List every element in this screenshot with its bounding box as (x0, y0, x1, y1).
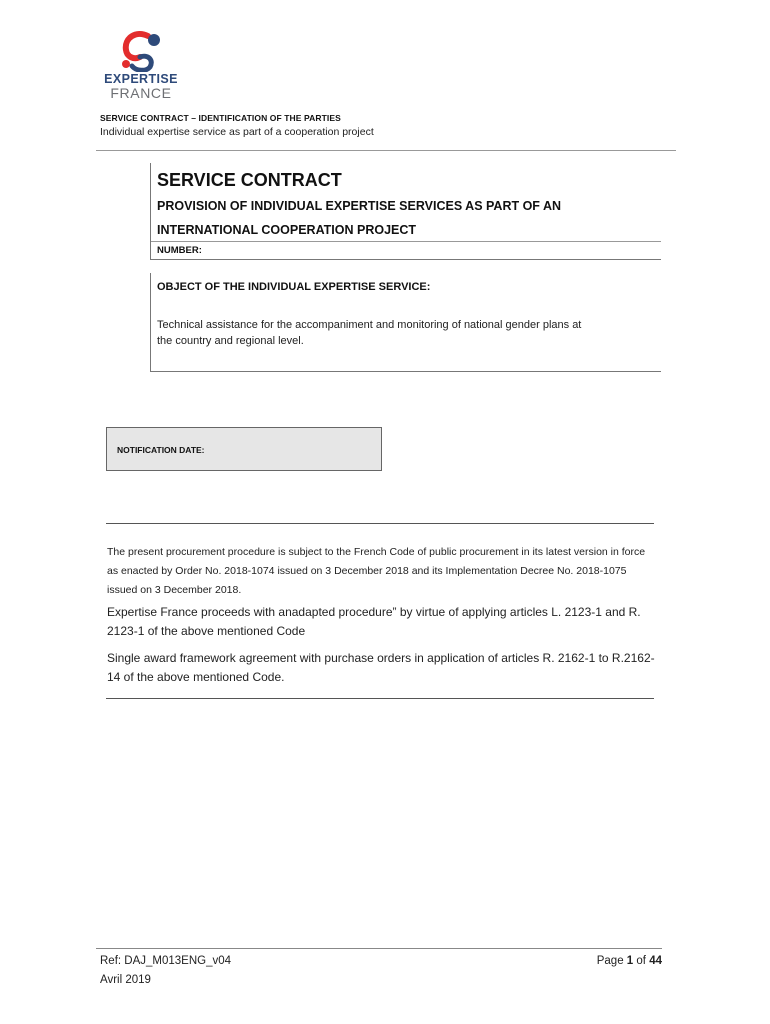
notification-date-box (106, 427, 382, 471)
page-total: 44 (649, 955, 662, 967)
footer-divider (96, 948, 662, 949)
framework-paragraph: Single award framework agreement with purchase orders in application of articles R. 2162-1 to R.2162-14 of the above mentioned Code. (107, 651, 655, 684)
header-title: SERVICE CONTRACT – IDENTIFICATION OF THE PARTIES (100, 113, 341, 123)
notification-date-label: NOTIFICATION DATE: (117, 445, 205, 455)
page-prefix: Page (596, 955, 624, 967)
contract-number-label: NUMBER: (157, 245, 202, 256)
page-indicator (597, 955, 662, 967)
body-top-divider (106, 523, 654, 524)
page-current: 1 (626, 955, 634, 967)
page-of: of (636, 955, 646, 967)
procurement-paragraph: The present procurement procedure is subject to the French Code of public procurement in its latest version in force as enacted by Order No. 2018-1074 issued on 3 December 2018 and its Implementation Decree No. 2018-1075 issued on 3 December 2018. (107, 546, 646, 596)
logo-line2: FRANCE (110, 85, 172, 101)
header-subtitle: Individual expertise service as part of a cooperation project (100, 126, 374, 138)
footer-date: Avril 2019 (100, 974, 151, 986)
contract-title-box (150, 163, 661, 260)
footer-ref: Ref: DAJ_M013ENG_v04 (100, 955, 232, 967)
body-bottom-divider (106, 698, 654, 699)
logo-mark-icon (118, 30, 164, 72)
object-box (150, 273, 661, 372)
header-divider (96, 150, 676, 151)
contract-title: SERVICE CONTRACT (157, 170, 342, 190)
contract-subtitle-line2: INTERNATIONAL COOPERATION PROJECT (157, 223, 417, 237)
contract-subtitle-line1: PROVISION OF INDIVIDUAL EXPERTISE SERVICES AS PART OF AN (157, 199, 561, 213)
contract-box-divider (151, 241, 661, 242)
object-text: Technical assistance for the accompaniment and monitoring of national gender plans at the country and regional level. (157, 319, 582, 347)
object-title: OBJECT OF THE INDIVIDUAL EXPERTISE SERVICE: (157, 281, 431, 293)
logo-line1: EXPERTISE (104, 72, 178, 86)
expertise-france-logo (104, 30, 178, 102)
procedure-paragraph: Expertise France proceeds with anadapted procedure” by virtue of applying articles L. 2123-1 and R. 2123-1 of the above mentioned Code (107, 605, 641, 638)
